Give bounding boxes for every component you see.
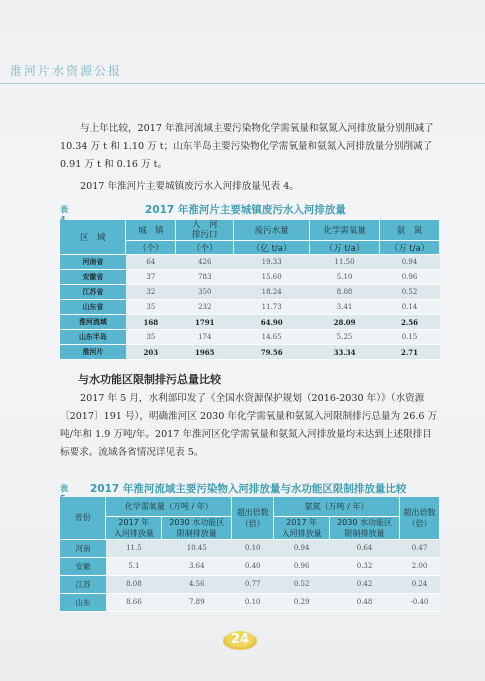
table4-region-cell: 淮河流域 [60,315,126,330]
table5-value-cell: 10.45 [162,539,232,557]
table4-value-cell: 33.34 [310,345,380,360]
table5-value-cell: 0.64 [330,539,400,557]
table5-sub-actual: 2017 年 入河排放量 [106,516,162,539]
table5-row [60,593,440,611]
table4-value-cell: 11.73 [234,300,310,315]
table5-region-cell: 河南 [60,539,106,557]
table4-row [60,300,440,315]
table4-region-cell: 淮河片 [60,345,126,360]
table5-value-cell: 0.40 [232,557,274,575]
table5-header-over-ammonia: 超出倍数 （倍） [399,497,439,539]
table4-header-region: 区 域 [60,220,126,255]
table5-value-cell: 8.08 [106,575,162,593]
table4-region-cell: 河南省 [60,255,126,270]
paragraph-reduction: 与上年比较，2017 年淮河流域主要污染物化学需氧量和氨氮入河排放量分别削减了 10.34 万 t 和 1.10 万 t；山东半岛主要污染物化学需氧量和氨氮入河排放量分别削减了 0.91 万 t 和 0.16 万 t。 [60,123,434,170]
table4-number: 表 [60,205,68,214]
table4-value-cell: 0.14 [380,300,440,315]
table4-value-cell: 14.65 [234,330,310,345]
table5-row [60,539,440,557]
section-heading: 与水功能区限制排污总量比较 [78,373,221,386]
table4-value-cell: 19.33 [234,255,310,270]
table5-sub-actual: 2017 年 入河排放量 [274,516,330,539]
table5-value-cell: 8.66 [106,593,162,611]
table5-region-cell: 山东 [60,593,106,611]
table4-value-cell: 426 [176,255,234,270]
table4-value-cell: 37 [126,270,176,285]
table4-value-cell: 1965 [176,345,234,360]
table4-value-cell: 32 [126,285,176,300]
table4-value-cell: 1791 [176,315,234,330]
table4-region-cell: 山东半岛 [60,330,126,345]
table5-value-cell: 0.94 [274,539,330,557]
table4-value-cell: 35 [126,300,176,315]
table4-row [60,345,440,360]
table5 [60,497,440,612]
table4-value-cell: 64.90 [234,315,310,330]
table4-unit: （亿 t/a） [234,241,310,255]
table4-value-cell: 232 [176,300,234,315]
page-number-badge [222,628,258,652]
table4-header-ammonia: 氨 氮 [380,220,440,241]
table4-row [60,315,440,330]
table5-value-cell: 0.32 [330,557,400,575]
table4-row [60,255,440,270]
table5-value-cell: 2.00 [399,557,439,575]
table4-unit: （万 t/a） [380,241,440,255]
table4-value-cell: 174 [176,330,234,345]
table5-number: 表 [60,484,68,493]
table4-header-wastewater: 废污水量 [234,220,310,241]
table4-value-cell: 5.25 [310,330,380,345]
table4-value-cell: 35 [126,330,176,345]
table5-value-cell: 0.10 [232,593,274,611]
table4-unit: （个） [176,241,234,255]
table4-value-cell: 5.10 [310,270,380,285]
header-rule [0,83,485,84]
table4-region-cell: 安徽省 [60,270,126,285]
table4-header-towns: 城 镇 [126,220,176,241]
table5-value-cell: 0.42 [330,575,400,593]
table4-value-cell: 168 [126,315,176,330]
table4-value-cell: 0.94 [380,255,440,270]
table4-value-cell: 783 [176,270,234,285]
table5-value-cell: 0.47 [399,539,439,557]
table4-row [60,270,440,285]
table5-value-cell: 11.5 [106,539,162,557]
table4-unit: （个） [126,241,176,255]
paragraph-table4-ref: 2017 年淮河片主要城镇废污水入河排放量见表 4。 [80,181,299,192]
table5-value-cell: 0.96 [274,557,330,575]
table5-header-province: 省份 [60,497,106,539]
table4-row [60,330,440,345]
table4-value-cell: 2.56 [380,315,440,330]
table4-value-cell: 15.60 [234,270,310,285]
table5-value-cell: 7.89 [162,593,232,611]
table4-value-cell: 2.71 [380,345,440,360]
table4-value-cell: 3.41 [310,300,380,315]
table5-region-cell: 江苏 [60,575,106,593]
table5-header-cod: 化学需氧量（万吨 / 年） [106,497,232,516]
table5-value-cell: 0.24 [399,575,439,593]
table5-body [60,539,440,611]
table4-value-cell: 0.96 [380,270,440,285]
table5-region-cell: 安徽 [60,557,106,575]
table5-value-cell: 3.64 [162,557,232,575]
table4-value-cell: 28.09 [310,315,380,330]
table5-value-cell: 0.52 [274,575,330,593]
table4-value-cell: 350 [176,285,234,300]
table5-title: 2017 年淮河流域主要污染物入河排放量与水功能区限制排放量比较 [90,483,407,495]
table4-header-cod: 化学需氧量 [310,220,380,241]
page-number: 24 [230,632,250,647]
table4-value-cell: 79.56 [234,345,310,360]
table5-value-cell: 0.48 [330,593,400,611]
table4-header-outlets: 入 河 排污口 [176,220,234,241]
table4-value-cell: 64 [126,255,176,270]
table5-header-ammonia: 氨氮（万吨 / 年） [274,497,400,516]
table4-value-cell: 0.15 [380,330,440,345]
table4-value-cell: 8.08 [310,285,380,300]
header-title: 淮河片水资源公报 [10,64,123,78]
table4-value-cell: 18.24 [234,285,310,300]
table4-value-cell: 11.50 [310,255,380,270]
table4-title: 2017 年淮河片主要城镇废污水入河排放量 [145,204,346,216]
table4-row [60,285,440,300]
paragraph-limits: 2017 年 5 月，水利部印发了《全国水资源保护规划（2016-2030 年）》（水资源〔2017〕191 号），明确淮河区 2030 年化学需氧量和氨氮入河限制排污总量为 26.6 万吨/年和 1.9 万吨/年。2017 年淮河区化学需氧量和氨氮入河排放量均未达到上述限排目标要求。流域各省情况详见表 5。 [60,393,438,458]
table5-value-cell: 0.29 [274,593,330,611]
table5-sub-limit: 2030 水功能区 限制排放量 [162,516,232,539]
table5-value-cell: 5.1 [106,557,162,575]
table4 [60,220,440,360]
table4-body [60,255,440,360]
table5-sub-limit: 2030 水功能区 限制排放量 [330,516,400,539]
table4-value-cell: 0.52 [380,285,440,300]
table5-value-cell: -0.40 [399,593,439,611]
table4-unit: （万 t/a） [310,241,380,255]
table4-region-cell: 山东省 [60,300,126,315]
table5-value-cell: 4.56 [162,575,232,593]
table5-value-cell: 0.10 [232,539,274,557]
table5-value-cell: 0.77 [232,575,274,593]
table4-region-cell: 江苏省 [60,285,126,300]
table5-header-over-cod: 超出倍数 （倍） [232,497,274,539]
table4-value-cell: 203 [126,345,176,360]
table5-row [60,557,440,575]
table5-row [60,575,440,593]
